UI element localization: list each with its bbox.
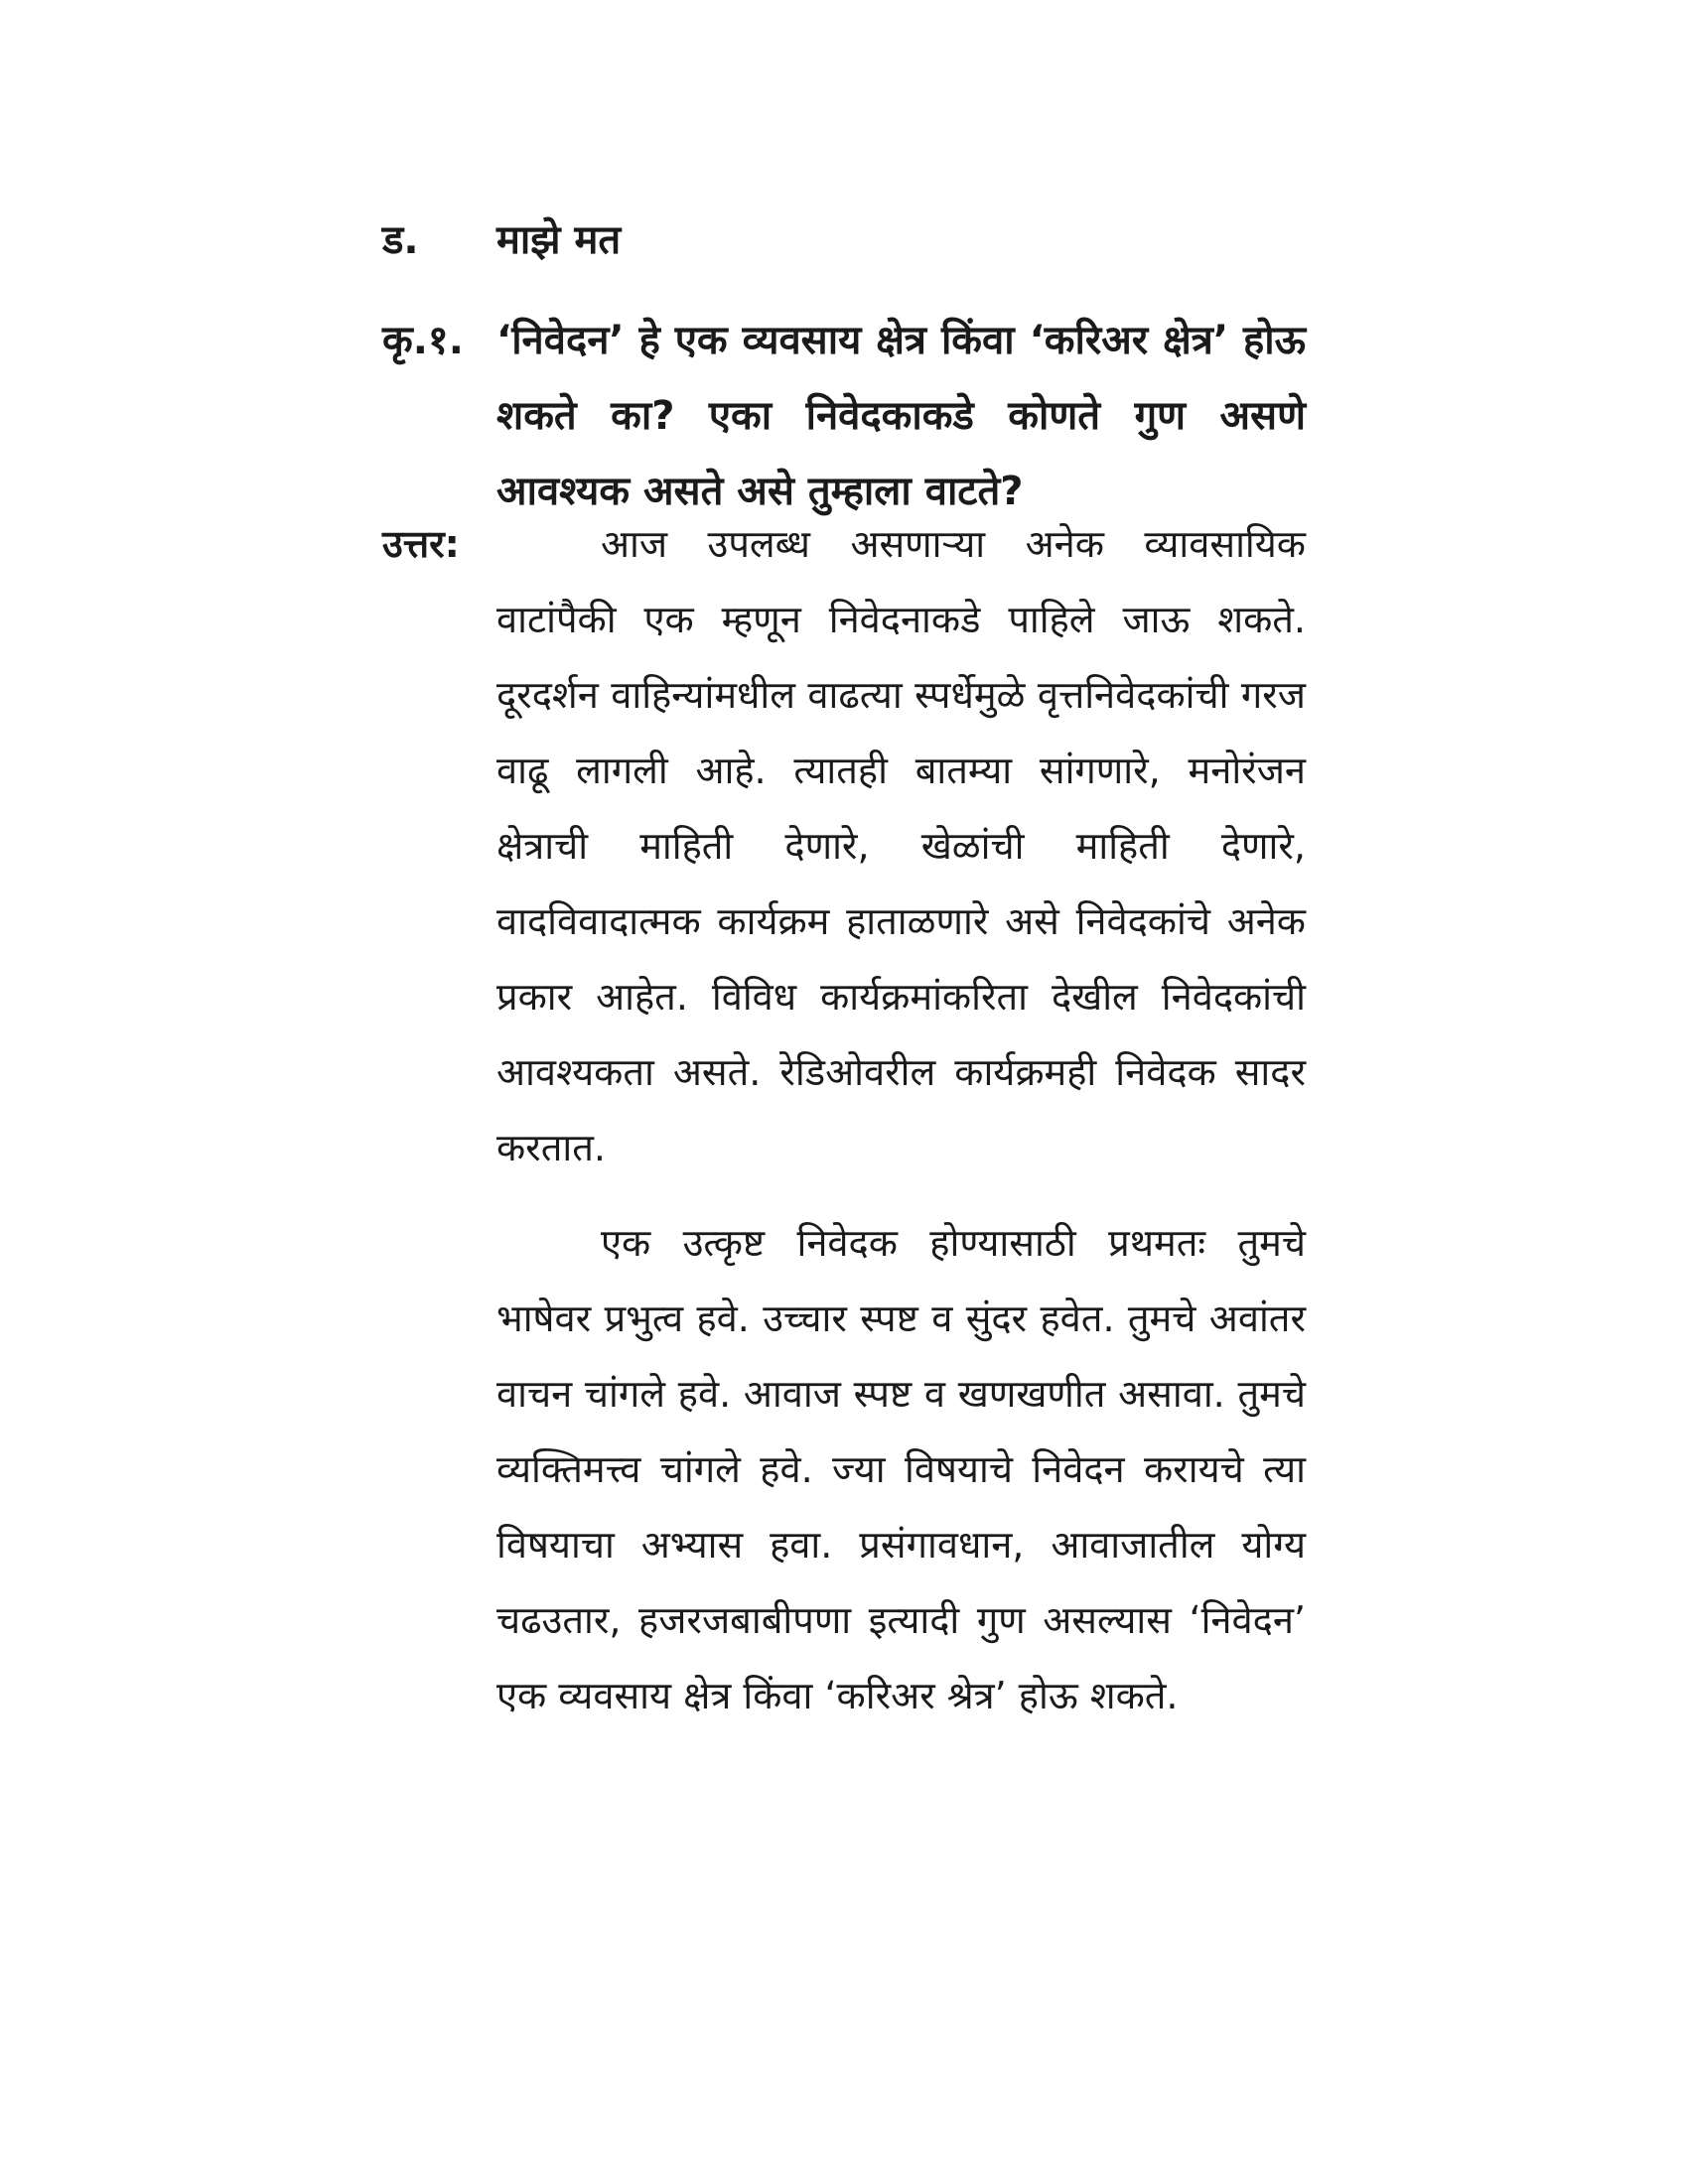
section-title: माझे मत [496,217,622,263]
answer-paragraph: आज उपलब्ध असणाऱ्या अनेक व्यावसायिक वाटांपैकी एक म्हणून निवेदनाकडे पाहिले जाऊ शकते. दूरदर्शन वाहिन्यांमधील वाढत्या स्पर्धेमुळे वृत्तनिवेदकांची गरज वाढू लागली आहे. त्यातही बातम्या सांगणारे, मनोरंजन क्षेत्राची माहिती देणारे, खेळांची माहिती देणारे, वादविवादात्मक कार्यक्रम हाताळणारे असे निवेदकांचे अनेक प्रकार आहेत. विविध कार्यक्रमांकरिता देखील निवेदकांची आवश्यकता असते. रेडिओवरील कार्यक्रमही निवेदक सादर करतात. [496,522,1306,1169]
answer-body [496,506,1306,1733]
question-text: ‘निवेदन’ हे एक व्यवसाय क्षेत्र किंवा ‘करिअर क्षेत्र’ होऊ शकते का? एका निवेदकाकडे कोणते गुण असणे आवश्यक असते असे तुम्हाला वाटते? [496,318,1306,514]
answer-block [382,506,1306,1753]
answer-paragraph: एक उत्कृष्ट निवेदक होण्यासाठी प्रथमतः तुमचे भाषेवर प्रभुत्व हवे. उच्चार स्पष्ट व सुंदर हवेत. तुमचे अवांतर वाचन चांगले हवे. आवाज स्पष्ट व खणखणीत असावा. तुमचे व्यक्तिमत्त्व चांगले हवे. ज्या विषयाचे निवेदन करायचे त्या विषयाचा अभ्यास हवा. प्रसंगावधान, आवाजातील योग्य चढउतार, हजरजबाबीपणा इत्यादी गुण असल्यास ‘निवेदन’ एक व्यवसाय क्षेत्र किंवा ‘करिअर श्रेत्र’ होऊ शकते. [496,1221,1306,1717]
question-block [382,303,1306,529]
question-number: कृ.१. [382,318,464,363]
section-heading [382,213,621,267]
section-marker: ड. [382,217,419,263]
answer-label: उत्तर: [382,522,460,566]
